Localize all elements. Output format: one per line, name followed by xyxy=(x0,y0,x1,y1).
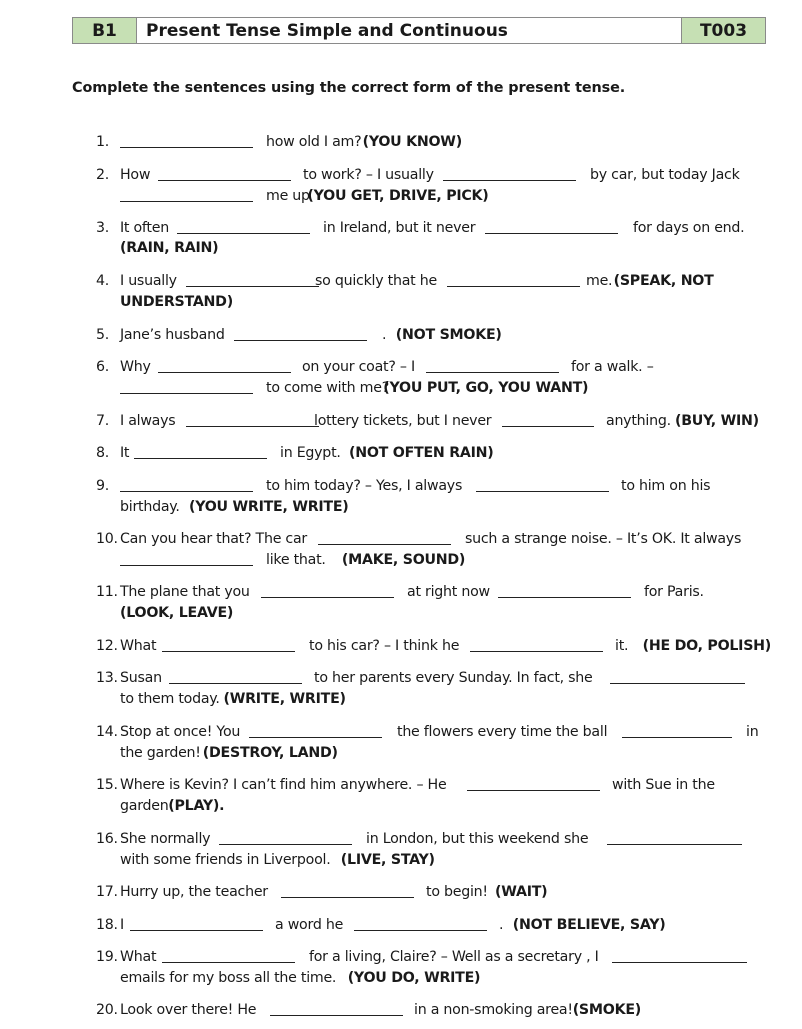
sentence-text: . xyxy=(499,917,504,933)
exercise-line xyxy=(0,550,802,570)
sentence-text: What xyxy=(120,638,157,654)
verb-hint: UNDERSTAND) xyxy=(120,294,233,310)
sentence-text: She normally xyxy=(120,831,211,847)
exercise-number: 11. xyxy=(96,584,118,600)
sentence-text: me. xyxy=(586,273,613,289)
verb-hint: (YOU KNOW) xyxy=(362,134,462,150)
answer-blank[interactable] xyxy=(234,340,367,341)
sentence-text: garden xyxy=(120,798,169,814)
answer-blank[interactable] xyxy=(120,565,253,566)
sentence-text: it. xyxy=(615,638,629,654)
sentence-text: Hurry up, the teacher xyxy=(120,884,268,900)
answer-blank[interactable] xyxy=(476,491,609,492)
answer-blank[interactable] xyxy=(162,962,295,963)
verb-hint: (DESTROY, LAND) xyxy=(202,745,338,761)
exercise-line xyxy=(0,165,802,185)
sentence-text: by car, but today Jack xyxy=(590,167,740,183)
sentence-text: I always xyxy=(120,413,176,429)
exercise-line xyxy=(0,603,802,623)
worksheet-code: T003 xyxy=(681,18,765,43)
exercise-line xyxy=(0,529,802,549)
answer-blank[interactable] xyxy=(498,597,631,598)
verb-hint: (HE DO, POLISH) xyxy=(642,638,772,654)
exercise-line xyxy=(0,271,802,291)
verb-hint: (SPEAK, NOT xyxy=(613,273,714,289)
exercise-number: 10. xyxy=(96,531,118,547)
sentence-text: in a non-smoking area! xyxy=(414,1002,573,1018)
verb-hint: (PLAY). xyxy=(168,798,225,814)
level-badge: B1 xyxy=(73,18,137,43)
exercise-line xyxy=(0,325,802,345)
exercise-line xyxy=(0,882,802,902)
sentence-text: birthday. xyxy=(120,499,180,515)
answer-blank[interactable] xyxy=(607,844,742,845)
sentence-text: anything. xyxy=(606,413,671,429)
verb-hint: (MAKE, SOUND) xyxy=(341,552,466,568)
sentence-text: a word he xyxy=(275,917,344,933)
verb-hint: (NOT BELIEVE, SAY) xyxy=(512,917,666,933)
answer-blank[interactable] xyxy=(158,372,291,373)
answer-blank[interactable] xyxy=(612,962,747,963)
sentence-text: for a walk. – xyxy=(571,359,654,375)
sentence-text: like that. xyxy=(266,552,326,568)
exercise-line xyxy=(0,582,802,602)
answer-blank[interactable] xyxy=(485,233,618,234)
verb-hint: (YOU WRITE, WRITE) xyxy=(189,499,349,515)
exercise-line xyxy=(0,947,802,967)
sentence-text: to her parents every Sunday. In fact, she xyxy=(314,670,593,686)
worksheet-title: Present Tense Simple and Continuous xyxy=(137,18,681,43)
exercise-number: 5. xyxy=(96,327,110,343)
exercise-line xyxy=(0,218,802,238)
answer-blank[interactable] xyxy=(249,737,382,738)
sentence-text: Susan xyxy=(120,670,162,686)
exercise-number: 4. xyxy=(96,273,110,289)
sentence-text: to come with me? xyxy=(266,380,389,396)
exercise-line xyxy=(0,775,802,795)
exercise-line xyxy=(0,443,802,463)
verb-hint: (YOU DO, WRITE) xyxy=(347,970,481,986)
answer-blank[interactable] xyxy=(186,426,319,427)
sentence-text: how old I am? xyxy=(266,134,362,150)
sentence-text: to him on his xyxy=(621,478,711,494)
sentence-text: It often xyxy=(120,220,169,236)
sentence-text: on your coat? – I xyxy=(302,359,415,375)
verb-hint: (NOT OFTEN RAIN) xyxy=(349,445,494,461)
sentence-text: Look over there! He xyxy=(120,1002,257,1018)
exercise-number: 18. xyxy=(96,917,118,933)
answer-blank[interactable] xyxy=(219,844,352,845)
answer-blank[interactable] xyxy=(169,683,302,684)
exercise-line xyxy=(0,689,802,709)
exercise-number: 8. xyxy=(96,445,110,461)
answer-blank[interactable] xyxy=(281,897,414,898)
verb-hint: (YOU GET, DRIVE, PICK) xyxy=(307,188,489,204)
sentence-text: It xyxy=(120,445,130,461)
answer-blank[interactable] xyxy=(622,737,732,738)
answer-blank[interactable] xyxy=(120,393,253,394)
exercise-line xyxy=(0,1000,802,1020)
sentence-text: in Egypt. xyxy=(280,445,341,461)
verb-hint: (LOOK, LEAVE) xyxy=(120,605,234,621)
sentence-text: Where is Kevin? I can’t find him anywhere. – He xyxy=(120,777,447,793)
exercise-number: 17. xyxy=(96,884,118,900)
answer-blank[interactable] xyxy=(270,1015,403,1016)
exercise-number: 13. xyxy=(96,670,118,686)
verb-hint: (BUY, WIN) xyxy=(675,413,759,429)
answer-blank[interactable] xyxy=(120,147,253,148)
answer-blank[interactable] xyxy=(470,651,603,652)
sentence-text: to begin! xyxy=(426,884,488,900)
exercise-line xyxy=(0,411,802,431)
sentence-text: with Sue in the xyxy=(612,777,715,793)
sentence-text: me up xyxy=(266,188,310,204)
answer-blank[interactable] xyxy=(318,544,451,545)
sentence-text: with some friends in Liverpool. xyxy=(120,852,331,868)
sentence-text: for Paris. xyxy=(644,584,704,600)
sentence-text: lottery tickets, but I never xyxy=(314,413,492,429)
instructions: Complete the sentences using the correct form of the present tense. xyxy=(72,80,626,96)
answer-blank[interactable] xyxy=(502,426,594,427)
exercise-line xyxy=(0,132,802,152)
sentence-text: How xyxy=(120,167,151,183)
answer-blank[interactable] xyxy=(162,651,295,652)
verb-hint: (WAIT) xyxy=(495,884,548,900)
exercise-line xyxy=(0,850,802,870)
exercise-line xyxy=(0,292,802,312)
exercise-line xyxy=(0,357,802,377)
exercise-line xyxy=(0,743,802,763)
answer-blank[interactable] xyxy=(120,201,253,202)
sentence-text: at right now xyxy=(407,584,490,600)
verb-hint: (YOU PUT, GO, YOU WANT) xyxy=(383,380,589,396)
exercise-line xyxy=(0,476,802,496)
exercise-number: 16. xyxy=(96,831,118,847)
sentence-text: to work? – I usually xyxy=(303,167,434,183)
sentence-text: such a strange noise. – It’s OK. It always xyxy=(465,531,742,547)
sentence-text: Can you hear that? The car xyxy=(120,531,308,547)
verb-hint: (RAIN, RAIN) xyxy=(120,240,219,256)
exercise-line xyxy=(0,497,802,517)
sentence-text: in Ireland, but it never xyxy=(323,220,476,236)
exercise-number: 2. xyxy=(96,167,110,183)
sentence-text: the garden! xyxy=(120,745,201,761)
sentence-text: to him today? – Yes, I always xyxy=(266,478,463,494)
sentence-text: emails for my boss all the time. xyxy=(120,970,337,986)
exercise-number: 12. xyxy=(96,638,118,654)
sentence-text: I xyxy=(120,917,124,933)
sentence-text: for days on end. xyxy=(633,220,745,236)
sentence-text: so quickly that he xyxy=(315,273,437,289)
verb-hint: (NOT SMOKE) xyxy=(395,327,502,343)
exercise-line xyxy=(0,722,802,742)
exercise-number: 3. xyxy=(96,220,110,236)
sentence-text: to his car? – I think he xyxy=(309,638,460,654)
sentence-text: The plane that you xyxy=(120,584,250,600)
sentence-text: What xyxy=(120,949,157,965)
answer-blank[interactable] xyxy=(177,233,310,234)
sentence-text: Stop at once! You xyxy=(120,724,241,740)
sentence-text: in London, but this weekend she xyxy=(366,831,589,847)
exercise-line xyxy=(0,796,802,816)
sentence-text: the flowers every time the ball xyxy=(397,724,608,740)
exercise-line xyxy=(0,636,802,656)
exercise-line xyxy=(0,968,802,988)
answer-blank[interactable] xyxy=(130,930,263,931)
sentence-text: to them today. xyxy=(120,691,220,707)
answer-blank[interactable] xyxy=(443,180,576,181)
answer-blank[interactable] xyxy=(134,458,267,459)
sentence-text: I usually xyxy=(120,273,177,289)
exercise-line xyxy=(0,668,802,688)
answer-blank[interactable] xyxy=(610,683,745,684)
verb-hint: (LIVE, STAY) xyxy=(340,852,435,868)
exercise-number: 7. xyxy=(96,413,110,429)
exercise-line xyxy=(0,378,802,398)
sentence-text: in xyxy=(746,724,759,740)
exercise-number: 6. xyxy=(96,359,110,375)
answer-blank[interactable] xyxy=(186,286,319,287)
exercise-number: 1. xyxy=(96,134,110,150)
worksheet-header xyxy=(72,17,766,44)
sentence-text: Why xyxy=(120,359,151,375)
exercise-line xyxy=(0,186,802,206)
sentence-text: for a living, Claire? – Well as a secretary , I xyxy=(309,949,599,965)
exercise-number: 9. xyxy=(96,478,110,494)
exercise-number: 15. xyxy=(96,777,118,793)
exercise-number: 14. xyxy=(96,724,118,740)
verb-hint: (SMOKE) xyxy=(572,1002,641,1018)
answer-blank[interactable] xyxy=(158,180,291,181)
exercise-number: 20. xyxy=(96,1002,118,1018)
sentence-text: . xyxy=(382,327,387,343)
answer-blank[interactable] xyxy=(354,930,487,931)
sentence-text: Jane’s husband xyxy=(120,327,225,343)
answer-blank[interactable] xyxy=(261,597,394,598)
exercise-line xyxy=(0,915,802,935)
exercise-line xyxy=(0,829,802,849)
answer-blank[interactable] xyxy=(467,790,600,791)
answer-blank[interactable] xyxy=(447,286,580,287)
exercise-number: 19. xyxy=(96,949,118,965)
answer-blank[interactable] xyxy=(120,491,253,492)
verb-hint: (WRITE, WRITE) xyxy=(223,691,346,707)
answer-blank[interactable] xyxy=(426,372,559,373)
exercise-line xyxy=(0,238,802,258)
